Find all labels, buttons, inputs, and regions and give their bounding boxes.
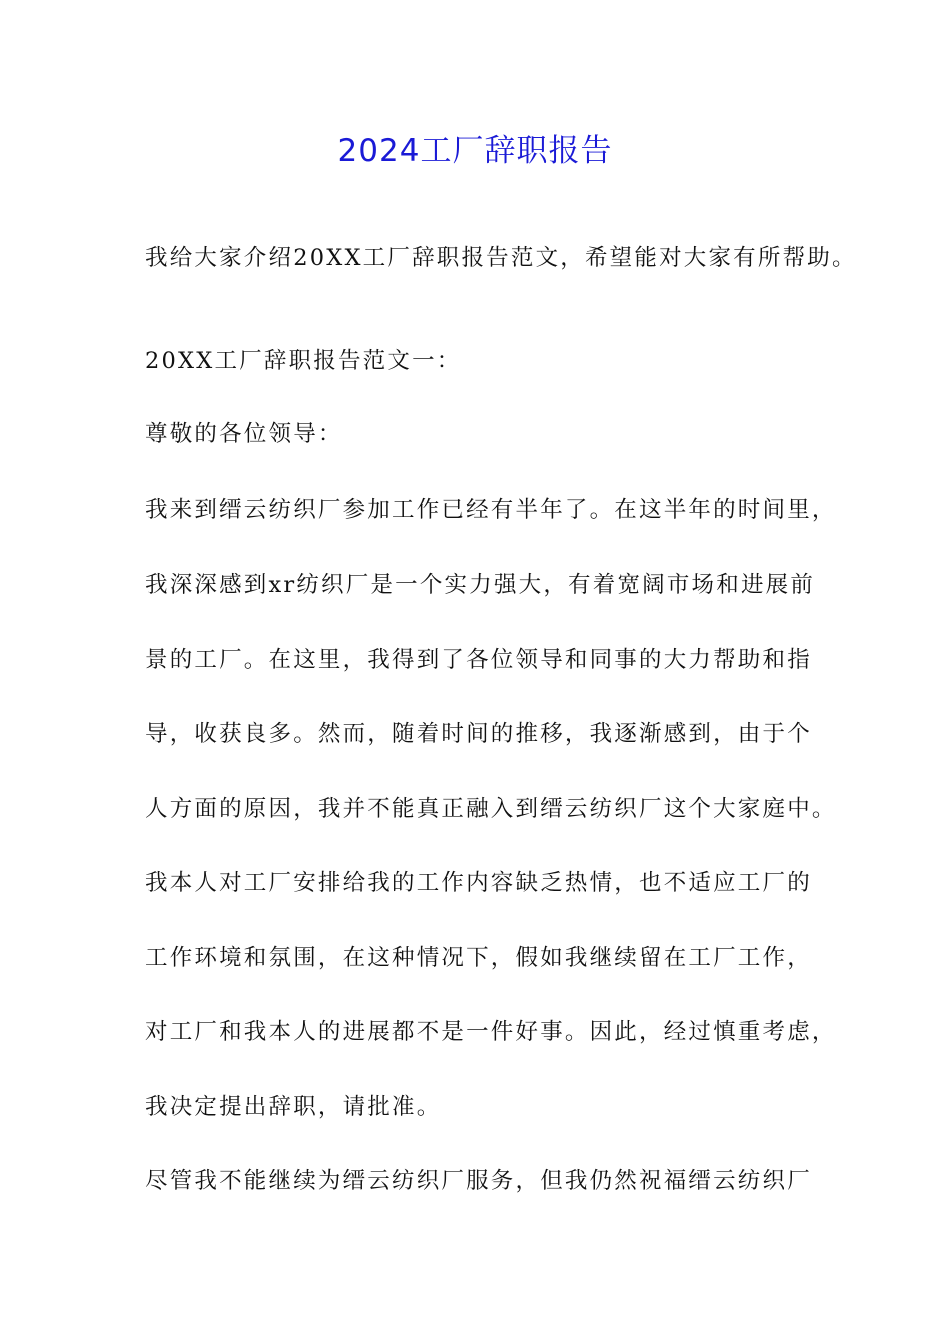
intro-line: 我给大家介绍20XX工厂辞职报告范文，希望能对大家有所帮助。 (145, 245, 857, 271)
paragraph-line: 景的工厂。在这里，我得到了各位领导和同事的大力帮助和指 (145, 647, 812, 673)
paragraph-line: 我本人对工厂安排给我的工作内容缺乏热情，也不适应工厂的 (145, 870, 812, 896)
paragraph-line: 我深深感到xr纺织厂是一个实力强大，有着宽阔市场和进展前 (145, 572, 816, 598)
paragraph-line: 尽管我不能继续为缙云纺织厂服务，但我仍然祝福缙云纺织厂 (145, 1168, 812, 1194)
paragraph-line: 导，收获良多。然而，随着时间的推移，我逐渐感到，由于个 (145, 721, 812, 747)
salutation: 尊敬的各位领导： (145, 421, 343, 447)
paragraph-line: 工作环境和氛围，在这种情况下，假如我继续留在工厂工作， (145, 945, 812, 971)
document-title: 2024工厂辞职报告 (337, 133, 613, 169)
paragraph-line: 人方面的原因，我并不能真正融入到缙云纺织厂这个大家庭中。 (145, 796, 837, 822)
section-heading: 20XX工厂辞职报告范文一： (145, 348, 462, 374)
paragraph-line: 我决定提出辞职，请批准。 (145, 1094, 442, 1120)
paragraph-line: 我来到缙云纺织厂参加工作已经有半年了。在这半年的时间里， (145, 497, 837, 523)
paragraph-line: 对工厂和我本人的进展都不是一件好事。因此，经过慎重考虑， (145, 1019, 837, 1045)
